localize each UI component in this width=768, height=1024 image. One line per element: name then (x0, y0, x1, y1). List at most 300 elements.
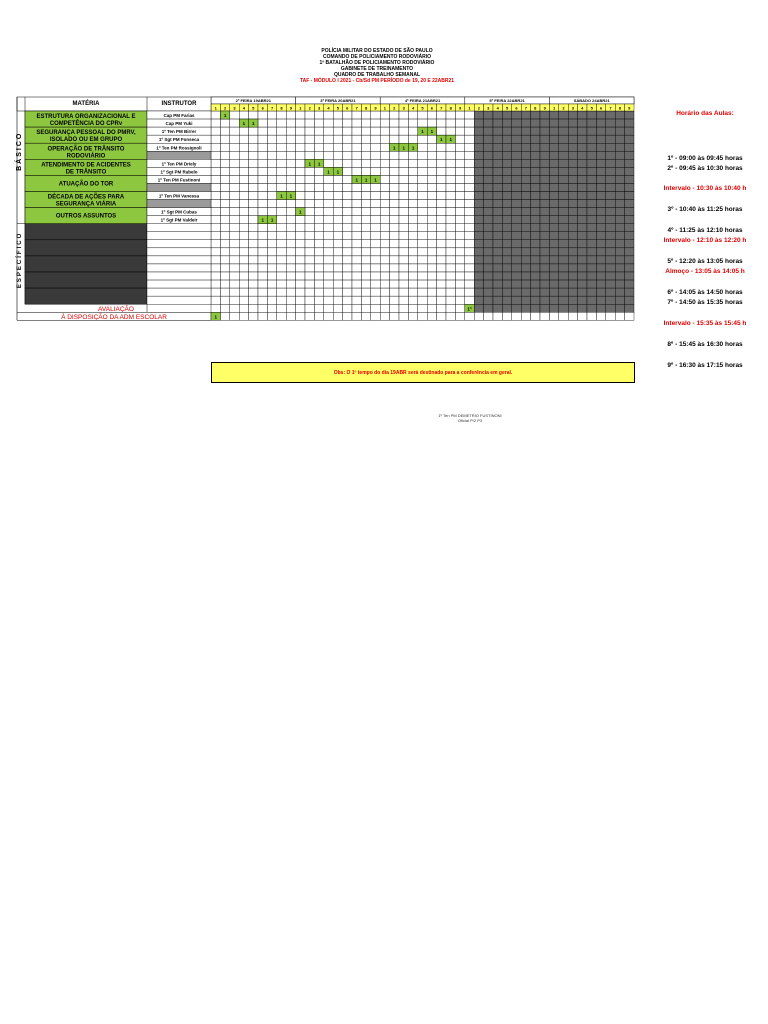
grid-cell (587, 256, 596, 264)
grid-cell (502, 312, 511, 320)
grid-cell (455, 111, 464, 119)
grid-cell (249, 256, 258, 264)
grid-cell (606, 288, 615, 296)
grid-cell (343, 151, 352, 159)
grid-cell (361, 127, 370, 135)
grid-cell (531, 143, 540, 151)
grid-cell (531, 183, 540, 191)
grid-cell (512, 192, 521, 200)
grid-cell (493, 208, 502, 216)
grid-cell (568, 135, 577, 143)
grid-cell (314, 312, 323, 320)
grid-cell (296, 183, 305, 191)
grid-cell (371, 151, 380, 159)
grid-cell (277, 143, 286, 151)
grid-cell (465, 256, 474, 264)
grid-cell (418, 280, 427, 288)
grid-cell (258, 175, 267, 183)
grid-cell (371, 288, 380, 296)
grid-cell (249, 248, 258, 256)
grid-cell (230, 264, 239, 272)
grid-cell (305, 192, 314, 200)
grid-cell (314, 240, 323, 248)
period-label: 4 (327, 105, 330, 111)
grid-cell (390, 208, 399, 216)
grid-cell (211, 183, 220, 191)
period-label: 8 (618, 105, 622, 111)
grid-cell (324, 272, 333, 280)
grid-cell (390, 304, 399, 312)
grid-cell (211, 200, 220, 208)
grid-cell (305, 240, 314, 248)
grid-cell (521, 296, 530, 304)
grid-cell (314, 151, 323, 159)
grid-cell (549, 183, 558, 191)
subject-label: DE TRÂNSITO (65, 169, 107, 176)
grid-cell (418, 224, 427, 232)
grid-cell (446, 224, 455, 232)
grid-cell (578, 167, 587, 175)
grid-cell (211, 135, 220, 143)
grid-cell (267, 175, 276, 183)
grid-cell (239, 159, 248, 167)
grid-cell (559, 256, 568, 264)
grid-cell (399, 127, 408, 135)
grid-cell (474, 272, 483, 280)
grid-cell (625, 288, 634, 296)
grid-cell (314, 248, 323, 256)
grid-cell (258, 240, 267, 248)
grid-cell (437, 216, 446, 224)
signature-role: Oficial P/2 P3 (457, 418, 483, 423)
grid-cell (455, 264, 464, 272)
grid-cell (521, 224, 530, 232)
grid-cell (258, 135, 267, 143)
period-label: 2 (308, 105, 311, 111)
grid-cell (512, 240, 521, 248)
grid-cell (418, 216, 427, 224)
grid-cell (371, 248, 380, 256)
header-line: COMANDO DE POLICIAMENTO RODOVIÁRIO (323, 54, 431, 60)
grid-cell (549, 143, 558, 151)
grid-cell (390, 135, 399, 143)
grid-cell (267, 167, 276, 175)
grid-cell (239, 232, 248, 240)
grid-cell (615, 248, 624, 256)
grid-cell (437, 143, 446, 151)
header-line: GABINETE DE TREINAMENTO (340, 66, 414, 72)
grid-cell (578, 143, 587, 151)
grid-cell (437, 248, 446, 256)
grid-cell (408, 208, 417, 216)
grid-cell (324, 280, 333, 288)
grid-cell (521, 312, 530, 320)
grid-cell (512, 232, 521, 240)
grid-cell (258, 159, 267, 167)
grid-cell (211, 248, 220, 256)
grid-cell (267, 280, 276, 288)
subject-label: RODOVIÁRIO (66, 153, 106, 160)
grid-cell (230, 159, 239, 167)
grid-cell (437, 159, 446, 167)
grid-cell (615, 111, 624, 119)
grid-cell (408, 127, 417, 135)
grid-cell (427, 256, 436, 264)
grid-cell (371, 256, 380, 264)
grid-cell (211, 127, 220, 135)
grid-cell (615, 192, 624, 200)
grid-cell (333, 200, 342, 208)
grid-cell (333, 183, 342, 191)
grid-cell (418, 183, 427, 191)
grid-cell (578, 192, 587, 200)
grid-cell (305, 151, 314, 159)
grid-cell (484, 264, 493, 272)
grid-cell (267, 208, 276, 216)
grid-cell (277, 232, 286, 240)
grid-cell (446, 143, 455, 151)
grid-cell (559, 248, 568, 256)
grid-cell (305, 304, 314, 312)
grid-cell (408, 272, 417, 280)
grid-cell (230, 232, 239, 240)
grid-cell (596, 192, 605, 200)
grid-cell (333, 143, 342, 151)
grid-cell (286, 159, 295, 167)
grid-cell (230, 216, 239, 224)
grid-cell (578, 111, 587, 119)
grid-cell (531, 135, 540, 143)
grid-cell (446, 127, 455, 135)
period-label: 1 (214, 105, 217, 111)
grid-cell (484, 240, 493, 248)
grid-cell (540, 127, 549, 135)
period-label: 7 (609, 105, 612, 111)
grid-cell (390, 175, 399, 183)
grid-cell (437, 264, 446, 272)
grid-cell (615, 208, 624, 216)
grid-cell (239, 192, 248, 200)
grid-cell (427, 280, 436, 288)
grid-cell (418, 312, 427, 320)
grid-cell (352, 248, 361, 256)
grid-cell (371, 200, 380, 208)
grid-cell (625, 272, 634, 280)
grid-cell (625, 167, 634, 175)
grid-cell (596, 256, 605, 264)
grid-cell (625, 256, 634, 264)
grid-cell (399, 224, 408, 232)
grid-cell (484, 208, 493, 216)
grid-cell (512, 256, 521, 264)
grid-cell (296, 143, 305, 151)
grid-cell (568, 127, 577, 135)
grid-cell (531, 159, 540, 167)
grid-cell (314, 119, 323, 127)
grid-cell (371, 208, 380, 216)
grid-cell (286, 175, 295, 183)
grid-cell (512, 111, 521, 119)
grid-cell (531, 272, 540, 280)
grid-cell (502, 183, 511, 191)
scheduled-mark: 1 (402, 145, 405, 151)
grid-cell (484, 151, 493, 159)
grid-cell (249, 111, 258, 119)
grid-cell (399, 248, 408, 256)
grid-cell (361, 183, 370, 191)
grid-cell (352, 200, 361, 208)
grid-cell (352, 264, 361, 272)
period-label: 3 (233, 105, 236, 111)
grid-cell (446, 280, 455, 288)
grid-cell (540, 159, 549, 167)
grid-cell (399, 119, 408, 127)
grid-cell (427, 240, 436, 248)
grid-cell (230, 288, 239, 296)
subject-label: COMPETÊNCIA DO CPRv (49, 121, 123, 128)
grid-cell (324, 240, 333, 248)
grid-cell (305, 127, 314, 135)
instructor-cell (147, 288, 211, 296)
grid-cell (465, 167, 474, 175)
grid-cell (437, 111, 446, 119)
grid-cell (220, 232, 229, 240)
grid-cell (493, 111, 502, 119)
grid-cell (578, 119, 587, 127)
grid-cell (446, 183, 455, 191)
period-label: 9 (458, 105, 462, 111)
grid-cell (258, 167, 267, 175)
grid-cell (540, 224, 549, 232)
grid-cell (502, 296, 511, 304)
grid-cell (559, 111, 568, 119)
scheduled-mark: 1 (393, 145, 396, 151)
grid-cell (465, 312, 474, 320)
grid-cell (380, 232, 389, 240)
grid-cell (380, 167, 389, 175)
instructor-name: 1º Sgt PM Rabelo (160, 169, 198, 175)
scheduled-mark: 1 (364, 177, 368, 183)
grid-cell (390, 240, 399, 248)
grid-cell (296, 256, 305, 264)
grid-cell (474, 208, 483, 216)
grid-cell (578, 127, 587, 135)
grid-cell (352, 208, 361, 216)
grid-cell (361, 248, 370, 256)
grid-cell (267, 224, 276, 232)
grid-cell (380, 192, 389, 200)
grid-cell (625, 312, 634, 320)
grid-cell (531, 192, 540, 200)
grid-cell (568, 256, 577, 264)
grid-cell (390, 272, 399, 280)
grid-cell (578, 240, 587, 248)
scheduled-mark: 1 (440, 137, 443, 143)
grid-cell (380, 175, 389, 183)
scheduled-mark: 1 (308, 161, 311, 167)
grid-cell (258, 288, 267, 296)
grid-cell (418, 167, 427, 175)
grid-cell (446, 216, 455, 224)
grid-cell (484, 248, 493, 256)
grid-cell (380, 119, 389, 127)
grid-cell (286, 304, 295, 312)
grid-cell (625, 216, 634, 224)
grid-cell (455, 288, 464, 296)
grid-cell (239, 256, 248, 264)
grid-cell (258, 127, 267, 135)
grid-cell (352, 232, 361, 240)
grid-cell (418, 288, 427, 296)
signature (400, 413, 540, 423)
grid-cell (615, 200, 624, 208)
grid-cell (220, 296, 229, 304)
grid-cell (596, 143, 605, 151)
grid-cell (380, 312, 389, 320)
grid-cell (521, 240, 530, 248)
grid-cell (211, 175, 220, 183)
grid-cell (549, 119, 558, 127)
grid-cell (418, 272, 427, 280)
grid-cell (437, 224, 446, 232)
grid-cell (399, 135, 408, 143)
grid-cell (493, 167, 502, 175)
grid-cell (352, 240, 361, 248)
grid-cell (408, 224, 417, 232)
grid-cell (587, 208, 596, 216)
grid-cell (296, 200, 305, 208)
grid-cell (361, 288, 370, 296)
grid-cell (615, 151, 624, 159)
grid-cell (427, 183, 436, 191)
grid-cell (211, 192, 220, 200)
grid-cell (249, 216, 258, 224)
grid-cell (352, 256, 361, 264)
grid-cell (249, 296, 258, 304)
grid-cell (493, 312, 502, 320)
grid-cell (474, 280, 483, 288)
grid-cell (531, 216, 540, 224)
grid-cell (596, 167, 605, 175)
grid-cell (361, 208, 370, 216)
grid-cell (380, 135, 389, 143)
grid-cell (220, 208, 229, 216)
grid-cell (220, 127, 229, 135)
grid-cell (587, 119, 596, 127)
grid-cell (596, 216, 605, 224)
grid-cell (305, 143, 314, 151)
grid-cell (531, 232, 540, 240)
grid-cell (540, 240, 549, 248)
grid-cell (239, 200, 248, 208)
grid-cell (249, 280, 258, 288)
grid-cell (446, 264, 455, 272)
grid-cell (230, 111, 239, 119)
grid-cell (343, 304, 352, 312)
grid-cell (286, 232, 295, 240)
grid-cell (408, 183, 417, 191)
grid-cell (211, 288, 220, 296)
grid-cell (267, 151, 276, 159)
grid-cell (587, 280, 596, 288)
grid-cell (258, 304, 267, 312)
grid-cell (211, 232, 220, 240)
grid-cell (568, 119, 577, 127)
grid-cell (502, 151, 511, 159)
grid-cell (437, 127, 446, 135)
grid-cell (352, 312, 361, 320)
grid-cell (596, 240, 605, 248)
grid-cell (408, 312, 417, 320)
grid-cell (399, 272, 408, 280)
grid-cell (361, 159, 370, 167)
grid-cell (455, 232, 464, 240)
grid-cell (437, 167, 446, 175)
grid-cell (474, 135, 483, 143)
grid-cell (249, 312, 258, 320)
grid-cell (437, 240, 446, 248)
grid-cell (521, 248, 530, 256)
grid-cell (249, 224, 258, 232)
grid-cell (258, 232, 267, 240)
grid-cell (502, 175, 511, 183)
grid-cell (531, 175, 540, 183)
grid-cell (502, 304, 511, 312)
grid-cell (343, 288, 352, 296)
grid-cell (230, 256, 239, 264)
grid-cell (493, 135, 502, 143)
scheduled-mark: 1 (336, 169, 340, 175)
grid-cell (437, 151, 446, 159)
grid-cell (549, 200, 558, 208)
grid-cell (587, 248, 596, 256)
period-label: 7 (270, 105, 274, 111)
grid-cell (559, 127, 568, 135)
grid-cell (559, 143, 568, 151)
grid-cell (615, 256, 624, 264)
grid-cell (361, 232, 370, 240)
instructor-cell (147, 151, 211, 159)
grid-cell (267, 159, 276, 167)
grid-cell (512, 119, 521, 127)
grid-cell (390, 312, 399, 320)
grid-cell (465, 127, 474, 135)
grid-cell (465, 111, 474, 119)
grid-cell (484, 216, 493, 224)
grid-cell (314, 256, 323, 264)
grid-cell (587, 143, 596, 151)
grid-cell (625, 159, 634, 167)
grid-cell (596, 304, 605, 312)
grid-cell (540, 151, 549, 159)
grid-cell (380, 216, 389, 224)
grid-cell (333, 119, 342, 127)
instructor-cell (147, 224, 211, 232)
grid-cell (296, 224, 305, 232)
grid-cell (606, 216, 615, 224)
grid-cell (220, 183, 229, 191)
grid-cell (587, 240, 596, 248)
grid-cell (296, 240, 305, 248)
scheduled-mark: 1 (214, 314, 217, 320)
grid-cell (249, 200, 258, 208)
scheduled-mark: 1 (317, 161, 321, 167)
grid-cell (465, 288, 474, 296)
grid-cell (531, 119, 540, 127)
grid-cell (277, 175, 286, 183)
grid-cell (380, 272, 389, 280)
grid-cell (399, 183, 408, 191)
